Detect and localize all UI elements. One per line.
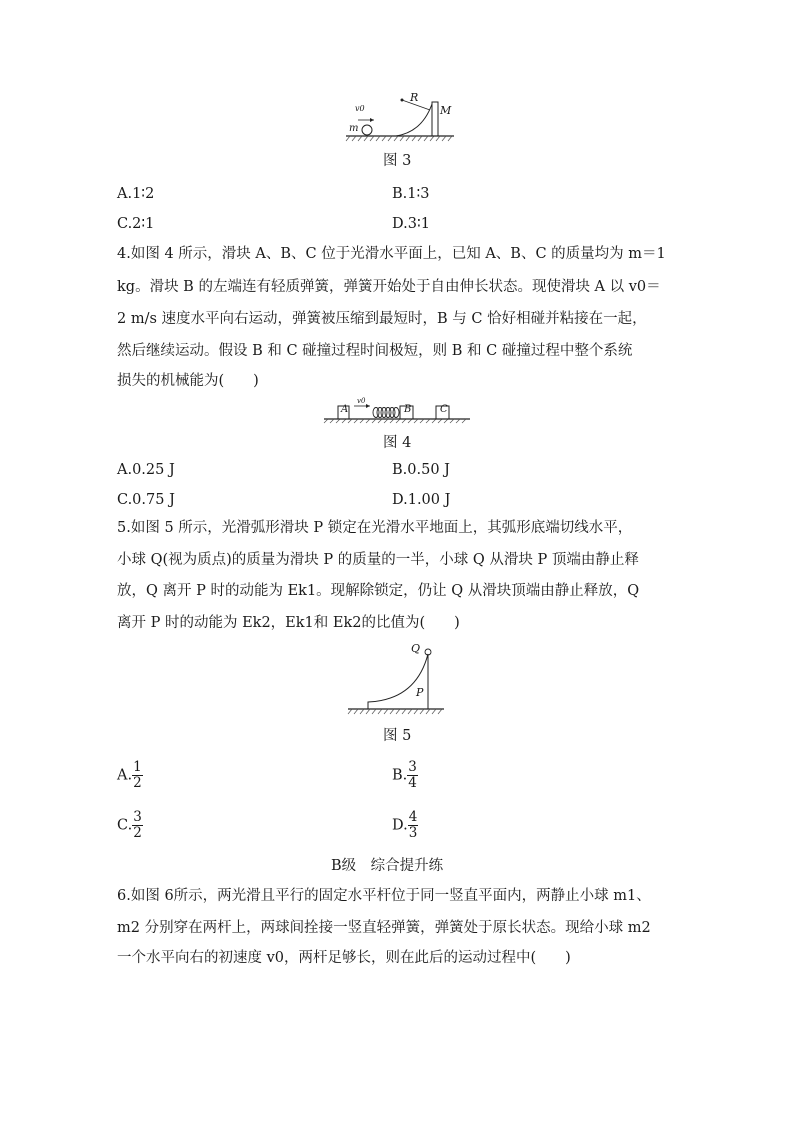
figure-3-diagram bbox=[344, 94, 464, 144]
fraction bbox=[132, 810, 143, 841]
fig5-P-label: P bbox=[416, 686, 424, 699]
q3-option-d: D.3∶1 bbox=[392, 216, 430, 232]
q5-option-c bbox=[117, 810, 143, 841]
numerator: 3 bbox=[133, 809, 142, 825]
denominator: 2 bbox=[133, 775, 142, 791]
fig3-M-label: M bbox=[440, 104, 452, 117]
option-prefix: B. bbox=[392, 767, 408, 784]
q5-option-d bbox=[392, 810, 418, 841]
q6-line-3: 一个水平向右的初速度 v0，两杆足够长，则在此后的运动过程中( ) bbox=[117, 950, 571, 966]
q3-option-b: B.1∶3 bbox=[392, 186, 430, 202]
option-prefix: C. bbox=[117, 817, 133, 834]
q4-option-b: B.0.50 J bbox=[392, 462, 450, 478]
q4-line-1: 4.如图 4 所示，滑块 A、B、C 位于光滑水平面上，已知 A、B、C 的质量均为 m＝1 bbox=[117, 246, 666, 262]
q4-line-3: 2 m/s 速度水平向右运动，弹簧被压缩到最短时，B 与 C 恰好相碰并粘接在一起， bbox=[117, 311, 647, 327]
q3-option-c: C.2∶1 bbox=[117, 216, 155, 232]
q4-option-a: A.0.25 J bbox=[117, 462, 175, 478]
figure-5-diagram bbox=[346, 642, 446, 716]
q4-option-d: D.1.00 J bbox=[392, 492, 451, 508]
fig4-v0-label: v0 bbox=[357, 397, 366, 405]
numerator: 1 bbox=[133, 759, 142, 775]
fraction bbox=[132, 760, 143, 791]
q4-line-5: 损失的机械能为( ) bbox=[117, 373, 259, 389]
ball-m bbox=[362, 125, 372, 135]
fig5-Q-label: Q bbox=[411, 642, 421, 655]
q5-option-b bbox=[392, 760, 418, 791]
denominator: 2 bbox=[133, 825, 142, 841]
figure-3-caption: 图 3 bbox=[383, 153, 412, 169]
q4-line-2: kg。滑块 B 的左端连有轻质弹簧，弹簧开始处于自由伸长状态。现使滑块 A 以 v0＝ bbox=[117, 279, 661, 295]
q4-line-4: 然后继续运动。假设 B 和 C 碰撞过程时间极短，则 B 和 C 碰撞过程中整个系统 bbox=[117, 343, 633, 359]
q5-line-2: 小球 Q(视为质点)的质量为滑块 P 的质量的一半，小球 Q 从滑块 P 顶端由静止释 bbox=[117, 552, 639, 568]
q6-line-2: m2 分别穿在两杆上，两球间拴接一竖直轻弹簧，弹簧处于原长状态。现给小球 m2 bbox=[117, 920, 651, 936]
q5-line-1: 5.如图 5 所示，光滑弧形滑块 P 锁定在光滑水平地面上，其弧形底端切线水平， bbox=[117, 520, 633, 536]
q4-option-c: C.0.75 J bbox=[117, 492, 175, 508]
figure-4-caption: 图 4 bbox=[383, 435, 412, 451]
fig4-A-label: A bbox=[341, 404, 349, 415]
option-prefix: D. bbox=[392, 817, 408, 834]
option-prefix: A. bbox=[117, 767, 133, 784]
fig3-R-label: R bbox=[410, 91, 419, 104]
fraction bbox=[408, 810, 419, 841]
fig4-C-label: C bbox=[440, 404, 448, 415]
q5-line-4: 离开 P 时的动能为 Ek2，Ek1和 Ek2的比值为( ) bbox=[117, 615, 460, 631]
section-title: B级 综合提升练 bbox=[331, 858, 444, 874]
denominator: 4 bbox=[408, 775, 417, 791]
denominator: 3 bbox=[408, 825, 418, 841]
figure-5-caption: 图 5 bbox=[383, 728, 412, 744]
numerator: 3 bbox=[408, 759, 417, 775]
fig3-m-label: m bbox=[349, 123, 359, 134]
q5-line-3: 放，Q 离开 P 时的动能为 Ek1。现解除锁定，仍让 Q 从滑块顶端由静止释放，Q bbox=[117, 583, 640, 599]
arc-slider-P bbox=[368, 654, 428, 709]
spring bbox=[373, 408, 399, 418]
q5-option-a bbox=[117, 760, 143, 791]
fig3-v0-label: v0 bbox=[355, 104, 365, 113]
q6-line-1: 6.如图 6所示，两光滑且平行的固定水平杆位于同一竖直平面内，两静止小球 m1、 bbox=[117, 888, 651, 904]
fraction bbox=[407, 760, 418, 791]
numerator: 4 bbox=[408, 809, 418, 825]
q3-option-a: A.1∶2 bbox=[117, 186, 155, 202]
fig4-B-label: B bbox=[404, 404, 412, 415]
